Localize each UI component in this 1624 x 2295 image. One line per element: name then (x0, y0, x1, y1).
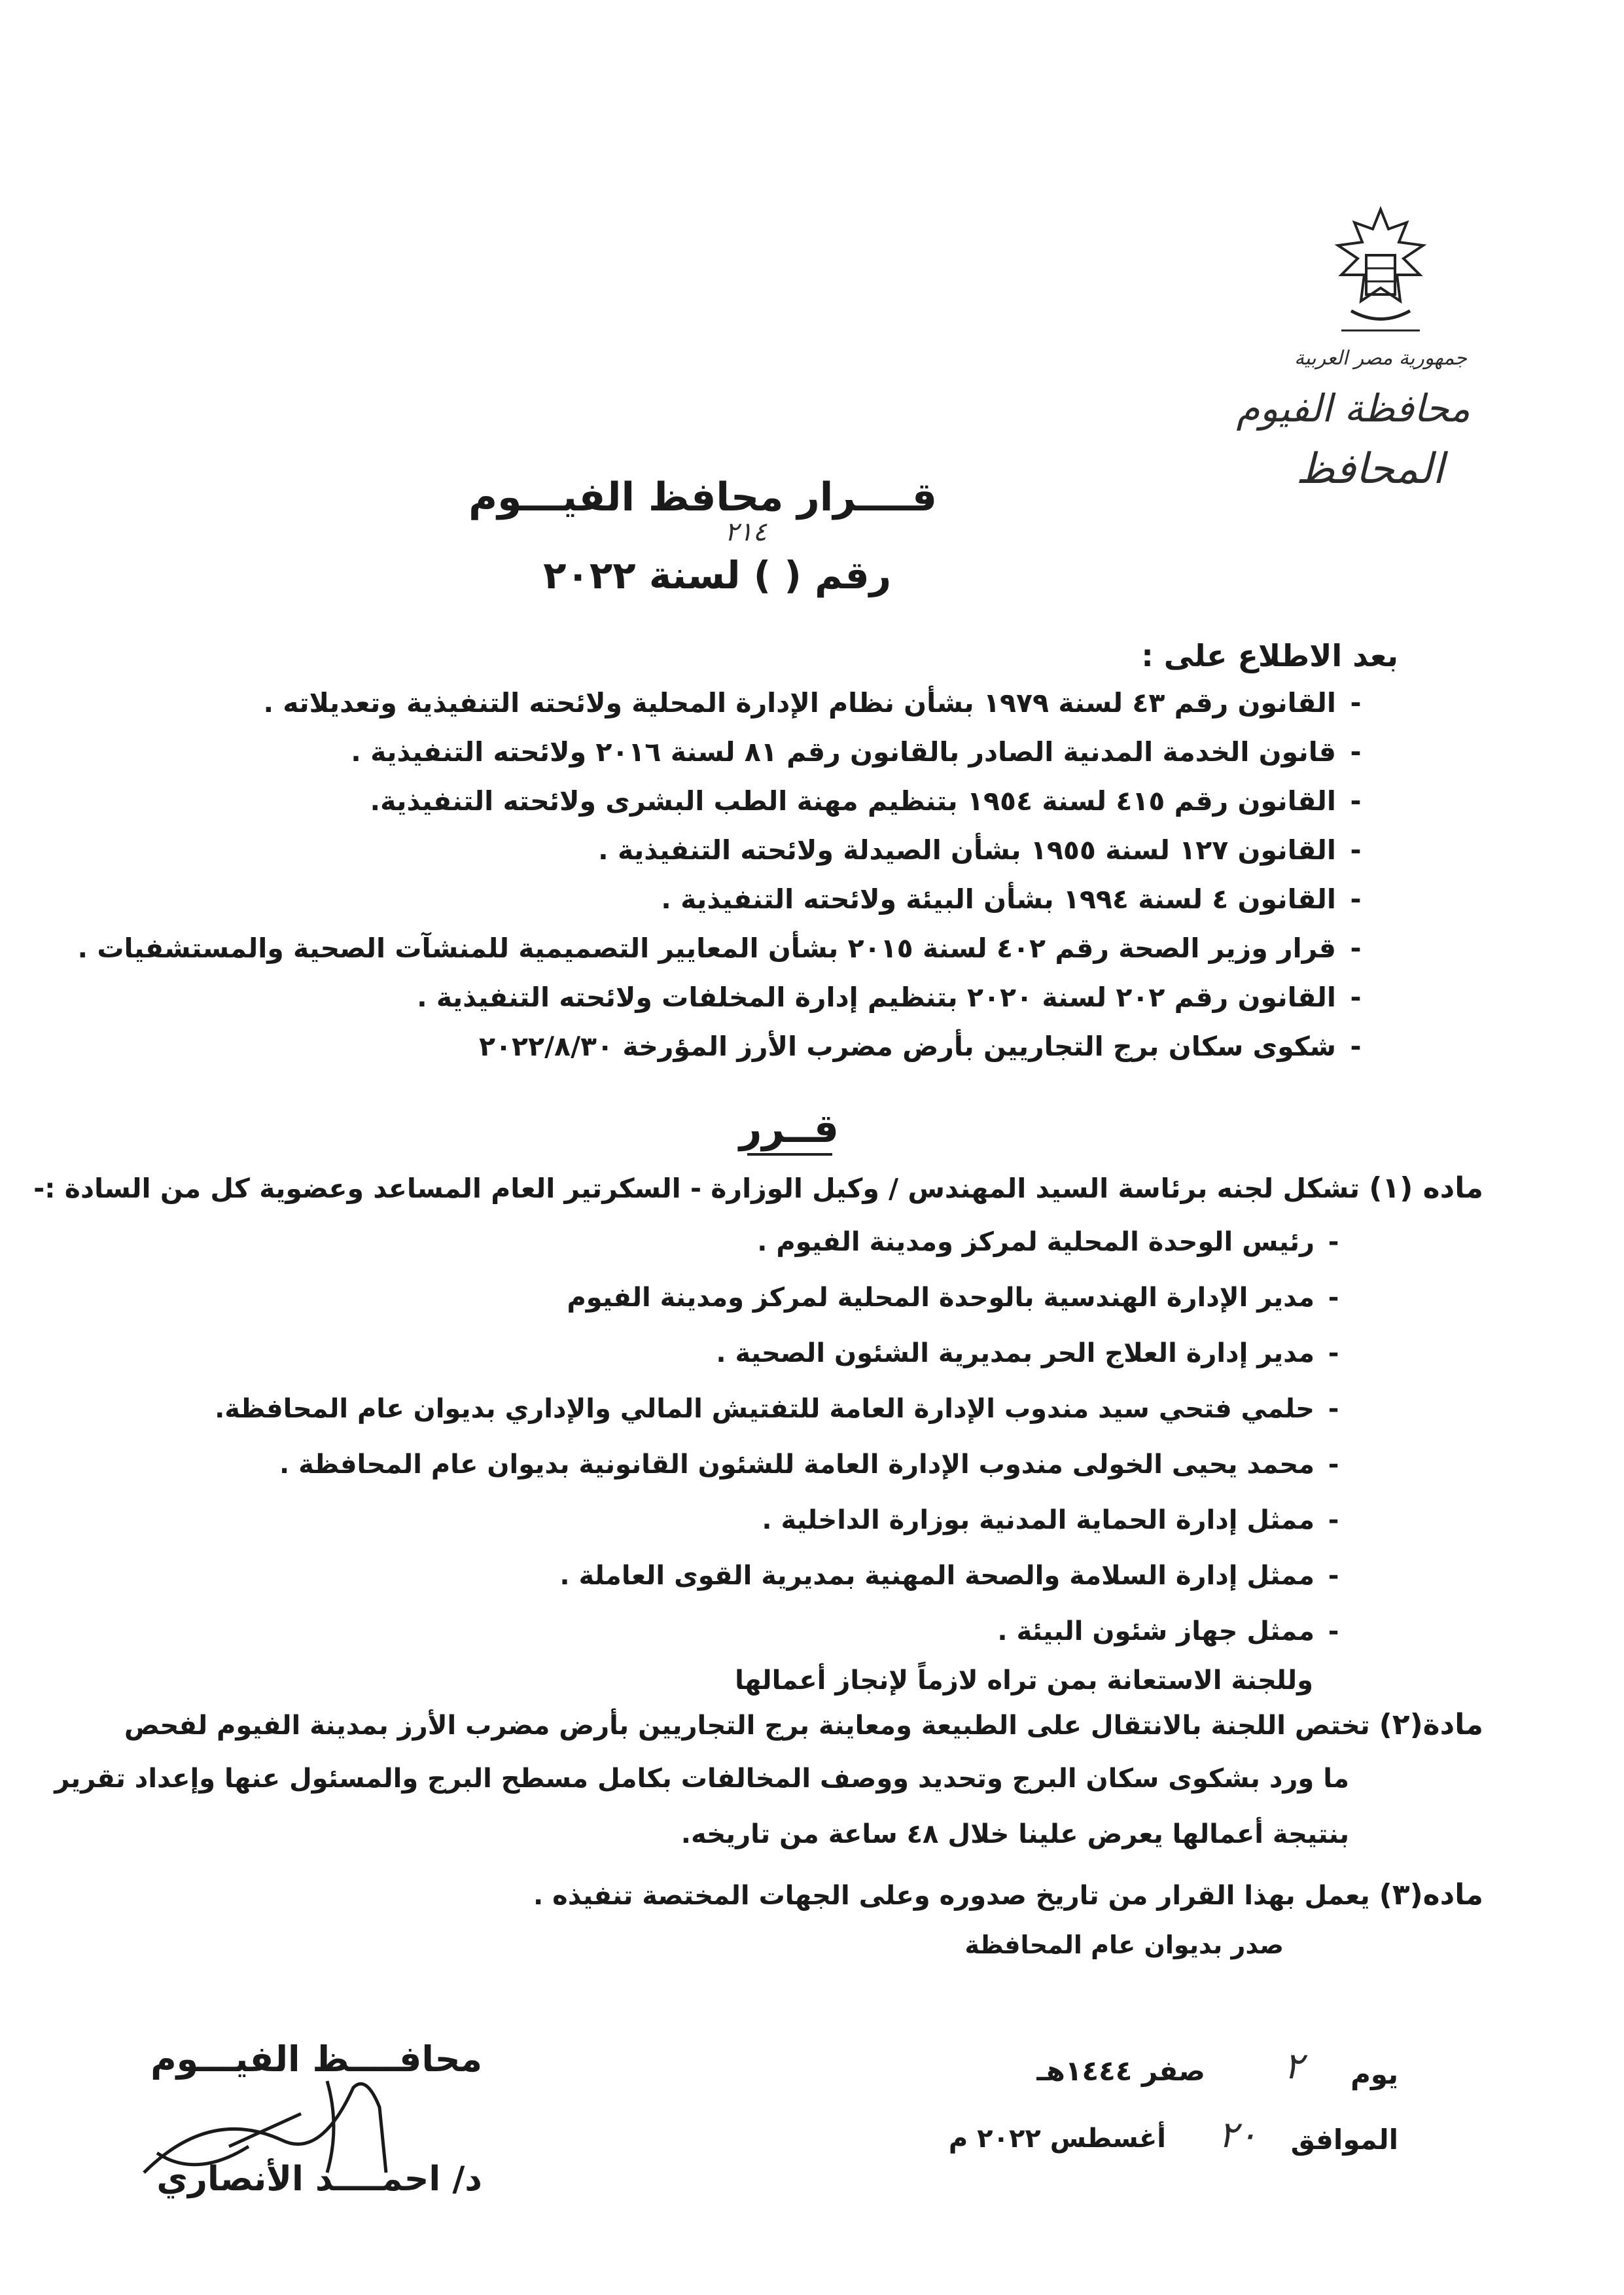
decree-number-line: رقم ( ) لسنة ٢٠٢٢ (543, 553, 891, 597)
article-1-label: ماده (١) (1369, 1171, 1483, 1205)
preamble-item: -القانون رقم ٤١٥ لسنة ١٩٥٤ بتنظيم مهنة الطب البشرى ولائحته التنفيذية. (370, 785, 1362, 817)
committee-member: -ممثل جهاز شئون البيئة . (997, 1616, 1339, 1646)
article-2-line-2: ما ورد بشكوى سكان البرج وتحديد ووصف المخالفات بكامل مسطح البرج والمسئول عنها وإعداد تقرير (54, 1764, 1349, 1794)
greg-day-handwritten: ٢٠ (1218, 2114, 1258, 2156)
day-label: يوم (1350, 2058, 1398, 2090)
committee-member: -حلمي فتحي سيد مندوب الإدارة العامة للتفتيش المالي والإداري بديوان عام المحافظة. (215, 1394, 1339, 1424)
letterhead-office: المحافظ (1296, 445, 1444, 493)
committee-member: -رئيس الوحدة المحلية لمركز ومدينة الفيوم . (757, 1227, 1339, 1257)
preamble-heading: بعد الاطلاع على : (1141, 638, 1398, 673)
committee-member: -ممثل إدارة السلامة والصحة المهنية بمديرية القوى العاملة . (559, 1561, 1339, 1591)
signatory-name: د/ احمــــد الأنصاري (156, 2160, 482, 2199)
preamble-item: -شكوى سكان برج التجاريين بأرض مضرب الأرز المؤرخة ٢٠٢٢/٨/٣٠ (478, 1031, 1362, 1062)
signature-title: محافــــظ الفيـــوم (150, 2038, 482, 2080)
preamble-item: -قانون الخدمة المدنية الصادر بالقانون رقم ٨١ لسنة ٢٠١٦ ولائحته التنفيذية . (351, 736, 1362, 768)
committee-member: -ممثل إدارة الحماية المدنية بوزارة الداخلية . (762, 1505, 1339, 1535)
decree-title: قــــرار محافظ الفيـــوم (468, 474, 937, 520)
preamble-item: -قرار وزير الصحة رقم ٤٠٢ لسنة ٢٠١٥ بشأن المعايير التصميمية للمنشآت الصحية والمستشفيات . (77, 933, 1362, 964)
handwritten-decree-number: ٢١٤ (724, 517, 767, 547)
day-handwritten: ٢ (1283, 2045, 1303, 2088)
committee-member: -محمد يحيى الخولى مندوب الإدارة العامة للشئون القانونية بديوان عام المحافظة . (279, 1450, 1339, 1480)
article-3-label: ماده(٣) (1379, 1878, 1483, 1912)
gregorian-date: أغسطس ٢٠٢٢ م (948, 2124, 1166, 2154)
committee-member: -مدير إدارة العلاج الحر بمديرية الشئون الصحية . (716, 1338, 1339, 1368)
decision-heading: قــرر (739, 1106, 839, 1152)
issued-at: صدر بديوان عام المحافظة (964, 1930, 1284, 1959)
corresponding-label: الموافق (1290, 2124, 1398, 2156)
article-1-note: وللجنة الاستعانة بمن تراه لازماً لإنجاز أعمالها (735, 1665, 1313, 1696)
article-3: ماده(٣) يعمل بهذا القرار من تاريخ صدوره وعلى الجهات المختصة تنفيذه . (533, 1878, 1483, 1912)
letterhead-governorate: محافظة الفيوم (1236, 386, 1470, 431)
decision-underline (747, 1153, 832, 1156)
letterhead-republic: جمهورية مصر العربية (1294, 347, 1467, 370)
preamble-item: -القانون ١٢٧ لسنة ١٩٥٥ بشأن الصيدلة ولائحته التنفيذية . (598, 834, 1362, 866)
article-1 (33, 1171, 1483, 1205)
preamble-item: -القانون ٤ لسنة ١٩٩٤ بشأن البيئة ولائحته التنفيذية . (661, 883, 1362, 915)
preamble-item: -القانون رقم ٢٠٢ لسنة ٢٠٢٠ بتنظيم إدارة المخلفات ولائحته التنفيذية . (417, 982, 1362, 1013)
article-1-text: تشكل لجنه برئاسة السيد المهندس / وكيل الوزارة - السكرتير العام المساعد وعضوية كل من السادة :- (33, 1173, 1360, 1204)
committee-member: -مدير الإدارة الهندسية بالوحدة المحلية لمركز ومدينة الفيوم (567, 1283, 1339, 1313)
article-2-label: مادة(٢) (1379, 1708, 1483, 1741)
article-2-line-1: مادة(٢) تختص اللجنة بالانتقال على الطبيعة ومعاينة برج التجاريين بأرض مضرب الأرز بمدينة الفيوم لفحص (124, 1708, 1483, 1741)
article-2-line-3: بنتيجة أعمالها يعرض علينا خلال ٤٨ ساعة من تاريخه. (680, 1819, 1349, 1849)
eagle-emblem (1315, 196, 1446, 347)
hijri-date: صفر ١٤٤٤هـ (1036, 2055, 1205, 2087)
preamble-item: -القانون رقم ٤٣ لسنة ١٩٧٩ بشأن نظام الإدارة المحلية ولائحته التنفيذية وتعديلاته . (263, 687, 1362, 719)
